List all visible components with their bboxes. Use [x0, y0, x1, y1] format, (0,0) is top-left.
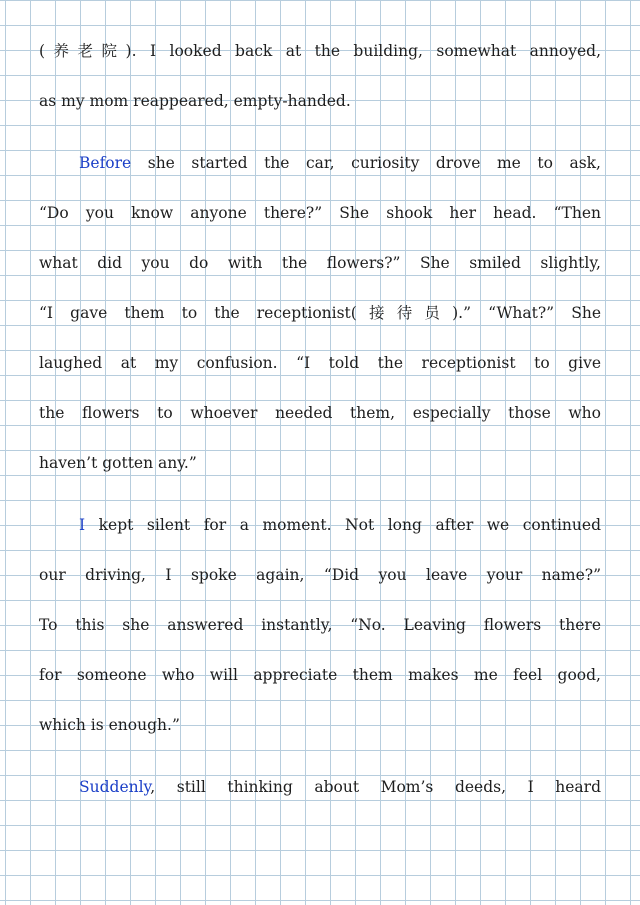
- text-line: the flowers to whoever needed them, especially those who: [39, 404, 601, 422]
- paragraph-start-line: [79, 774, 601, 800]
- paragraph-keyword: Before: [79, 154, 132, 172]
- text-line: “Do you know anyone there?” She shook her head. “Then: [39, 204, 601, 222]
- text-line: which is enough.”: [39, 716, 180, 734]
- paragraph-start-line: [79, 512, 601, 538]
- text-line: our driving, I spoke again, “Did you leave your name?”: [39, 566, 601, 584]
- text-line: for someone who will appreciate them makes me feel good,: [39, 666, 601, 684]
- text-line: To this she answered instantly, “No. Leaving flowers there: [39, 616, 601, 634]
- text-span: , still thinking about Mom’s deeds, I heard: [150, 778, 601, 796]
- text-line: what did you do with the flowers?” She smiled slightly,: [39, 254, 601, 272]
- text-span: kept silent for a moment. Not long after we continued: [85, 516, 601, 534]
- text-line: as my mom reappeared, empty-handed.: [39, 92, 351, 110]
- text-line: laughed at my confusion. “I told the receptionist to give: [39, 354, 601, 372]
- paragraph-keyword: Suddenly: [79, 778, 151, 796]
- text-line: (养老院). I looked back at the building, somewhat annoyed,: [39, 42, 601, 60]
- text-line: haven’t gotten any.”: [39, 454, 197, 472]
- text-span: she started the car, curiosity drove me to ask,: [131, 154, 601, 172]
- text-line: “I gave them to the receptionist(接待员).” “What?” She: [39, 304, 601, 322]
- paragraph-keyword: I: [79, 516, 86, 534]
- paragraph-start-line: [79, 150, 601, 176]
